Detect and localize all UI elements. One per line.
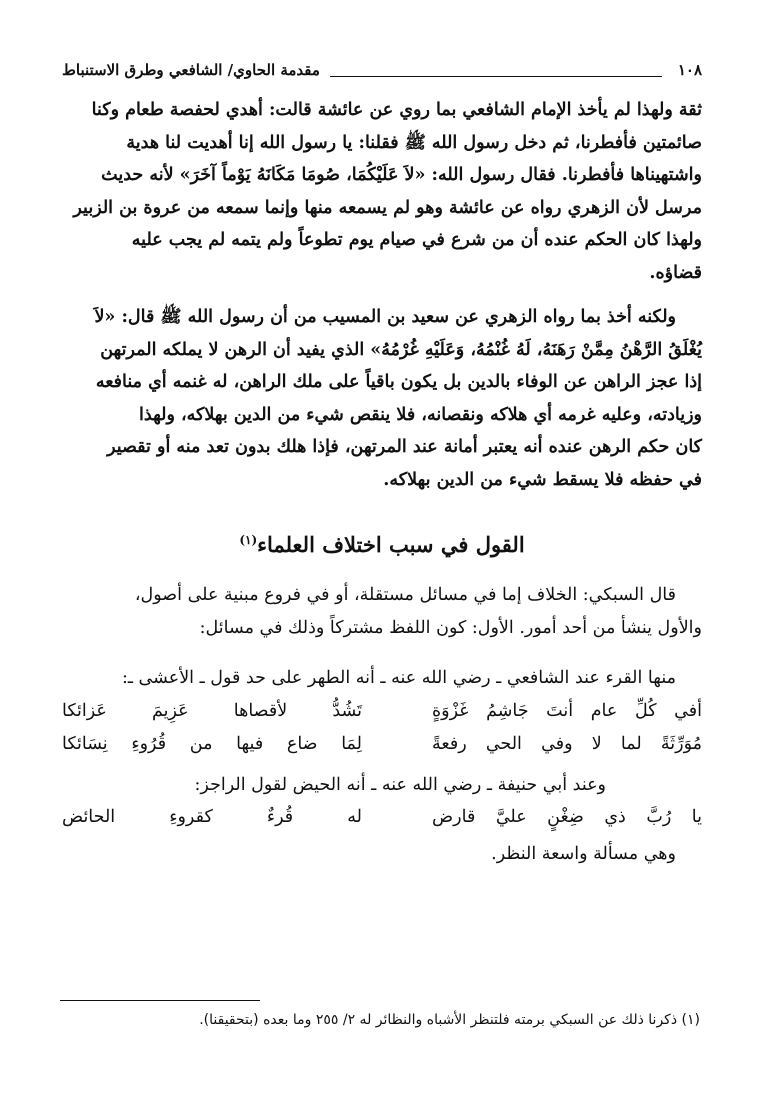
poem-intro-2: وعند أبي حنيفة ـ رضي الله عنه ـ أنه الحيض لقول الراجز: — [194, 774, 606, 795]
poem-2 — [62, 801, 702, 834]
text-line: وزيادته، وعليه غرمه أي هلاكه ونقصانه، فلا ينقص شيء من الدين بهلاكه، ولهذا — [139, 404, 702, 425]
page-number: ١٠٨ — [677, 61, 702, 79]
page-body — [62, 56, 702, 871]
footnote: (١) ذكرنا ذلك عن السبكي برمته فلتنظر الأشباه والنظائر له ٢/ ٢٥٥ وما بعده (بتحقيقنا). — [199, 1012, 700, 1028]
verse-line — [62, 728, 702, 761]
running-title: مقدمة الحاوي/ الشافعي وطرق الاستنباط — [62, 61, 320, 79]
text-line: في حفظه فلا يسقط شيء من الدين بهلاكه. — [383, 469, 702, 490]
text-line: مرسل لأن الزهري رواه عن عائشة وهو لم يسمعه منها وإنما سمعه من عروة بن الزبير — [73, 197, 702, 218]
verse-second-hemistich: تَشُدُّ لأقصاها عَزِيمَ عَزائكا — [62, 700, 362, 721]
text-line: ثقة ولهذا لم يأخذ الإمام الشافعي بما روي عن عائشة قالت: أهدي لحفصة طعام وكنا — [91, 100, 702, 120]
closing-line: وهي مسألة واسعة النظر. — [491, 844, 676, 864]
header-rule — [330, 76, 662, 77]
verse-line — [62, 695, 702, 728]
text-line: قال السبكي: الخلاف إما في مسائل مستقلة، أو في فروع مبنية على أصول، — [134, 585, 676, 605]
poem-1 — [62, 695, 702, 761]
section-heading-text: القول في سبب اختلاف العلماء — [257, 532, 525, 557]
verse-second-hemistich: له قُرءٌ كقروءِ الحائض — [62, 807, 362, 827]
paragraph-1 — [62, 94, 702, 289]
verse-first-hemistich: يا رُبَّ ذي ضِغْنٍ عليَّ قارض — [432, 807, 702, 827]
text-line: قضاؤه. — [649, 262, 702, 283]
footnote-marker: (١) — [239, 533, 258, 547]
paragraph-2 — [62, 301, 702, 496]
section-heading — [62, 532, 702, 557]
paragraph-3 — [62, 579, 702, 644]
footnote-rule — [60, 1000, 260, 1001]
text-line: صائمتين فأفطرنا، ثم دخل رسول الله ﷺ فقلنا: يا رسول الله إنا أهديت لنا هدية — [126, 132, 702, 153]
text-line: ولكنه أخذ بما رواه الزهري عن سعيد بن المسيب من أن رسول الله ﷺ قال: «لاَ — [94, 307, 676, 327]
verse-first-hemistich: أفي كُلِّ عام أنتَ جَاشِمُ غَزْوَةٍ — [432, 700, 702, 721]
verse-second-hemistich: لِمَا ضاع فيها من قُرُوءِ نِسَائكا — [62, 733, 362, 754]
text-line: يُغْلَقُ الرَّهْنُ مِمَّنْ رَهَنَهُ، لَهُ غُنْمُهُ، وَعَلَيْهِ غُرْمُهُ» الذي يفيد أن الرهن لا يملكه المرتهن — [100, 339, 702, 360]
verse-first-hemistich: مُوَرِّثَةً لما لا وفي الحي رفعةً — [432, 733, 702, 754]
text-line: إذا عجز الراهن عن الوفاء بالدين بل يكون باقياً على ملك الراهن، له غنمه أي منافعه — [95, 372, 702, 392]
text-line: والأول ينشأ من أحد أمور. الأول: كون اللفظ مشتركاً وذلك في مسائل: — [199, 617, 702, 638]
text-line: واشتهيناها فأفطرنا. فقال رسول الله: «لاَ عَلَيْكُمَا، صُومَا مَكَانَهُ يَوْماً آخَرَ» لأنه حديث — [101, 165, 702, 185]
poem-intro-1: منها القرء عند الشافعي ـ رضي الله عنه ـ أنه الطهر على حد قول ـ الأعشى ـ: — [121, 668, 676, 688]
text-line: ولهذا كان الحكم عنده أن من شرع في صيام يوم تطوعاً ولم يتمه لم يجب عليه — [131, 230, 702, 250]
text-line: كان حكم الرهن عنده أنه يعتبر أمانة عند المرتهن، فإذا هلك بدون تعد منه أو تقصير — [107, 437, 702, 457]
verse-line — [62, 801, 702, 834]
page-header — [62, 56, 702, 84]
